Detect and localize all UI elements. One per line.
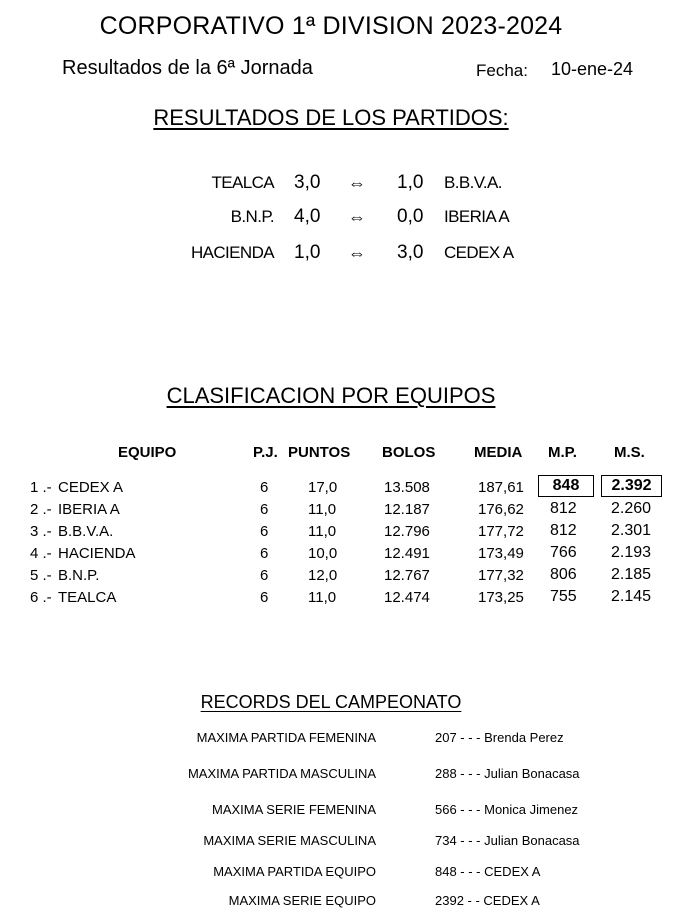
row-ms: 2.193 [611, 544, 652, 561]
record-value: 848 - - - CEDEX A [435, 864, 541, 879]
row-media: 176,62 [478, 501, 524, 518]
col-equipo: EQUIPO [118, 444, 177, 461]
row-bolos: 12.187 [384, 501, 430, 518]
match-home-score: 4,0 [294, 206, 321, 227]
col-mp: M.P. [548, 444, 577, 461]
col-puntos: PUNTOS [288, 444, 351, 461]
record-value: 566 - - - Monica Jimenez [435, 802, 579, 817]
match-away-score: 3,0 [397, 242, 424, 263]
row-team: TEALCA [58, 589, 117, 606]
record-value: 207 - - - Brenda Perez [435, 730, 564, 745]
row-position: 5 .- [30, 567, 52, 584]
standings-heading: CLASIFICACION POR EQUIPOS [166, 383, 496, 408]
row-media: 177,32 [478, 567, 524, 584]
page-subtitle: Resultados de la 6ª Jornada [62, 57, 313, 79]
row-pj: 6 [260, 501, 269, 518]
row-pj: 6 [260, 589, 269, 606]
record-value: 734 - - - Julian Bonacasa [435, 833, 580, 848]
col-media: MEDIA [474, 444, 523, 461]
col-ms: M.S. [614, 444, 645, 461]
row-mp: 766 [550, 544, 577, 561]
row-ms: 2.301 [611, 522, 652, 539]
row-team: B.N.P. [58, 567, 100, 584]
row-puntos: 11,0 [308, 589, 337, 606]
row-ms: 2.185 [611, 566, 652, 583]
row-puntos: 11,0 [308, 501, 337, 518]
row-bolos: 12.796 [384, 523, 430, 540]
row-pj: 6 [260, 523, 269, 540]
row-position: 6 .- [30, 589, 52, 606]
records-heading: RECORDS DEL CAMPEONATO [200, 692, 462, 712]
row-team: B.B.V.A. [58, 523, 114, 540]
row-position: 1 .- [30, 479, 52, 496]
date-label: Fecha: [476, 61, 528, 80]
row-media: 177,72 [478, 523, 524, 540]
row-bolos: 12.491 [384, 545, 430, 562]
row-ms-highlight: 2.392 [601, 475, 662, 497]
row-puntos: 10,0 [308, 545, 338, 562]
match-away-score: 1,0 [397, 172, 424, 193]
row-pj: 6 [260, 545, 269, 562]
row-puntos: 12,0 [308, 567, 338, 584]
row-media: 187,61 [478, 479, 524, 496]
row-position: 4 .- [30, 545, 52, 562]
match-away-score: 0,0 [397, 206, 424, 227]
record-label: MAXIMA PARTIDA EQUIPO [213, 864, 376, 879]
left-right-double-arrow-icon: ⇔ [348, 173, 366, 193]
row-ms: 2.145 [611, 588, 652, 605]
match-home-team: B.N.P. [230, 207, 274, 226]
record-label: MAXIMA SERIE MASCULINA [203, 833, 376, 848]
row-pj: 6 [260, 479, 269, 496]
row-team: CEDEX A [58, 479, 124, 496]
left-right-double-arrow-icon: ⇔ [348, 207, 366, 227]
record-label: MAXIMA PARTIDA FEMENINA [196, 730, 376, 745]
results-heading: RESULTADOS DE LOS PARTIDOS: [153, 105, 509, 130]
row-team: HACIENDA [58, 545, 136, 562]
row-puntos: 11,0 [308, 523, 337, 540]
record-label: MAXIMA SERIE FEMENINA [212, 802, 376, 817]
match-away-team: B.B.V.A. [444, 173, 502, 192]
row-bolos: 12.474 [384, 589, 430, 606]
row-mp-highlight: 848 [538, 475, 594, 497]
row-mp: 812 [550, 500, 577, 517]
row-team: IBERIA A [58, 501, 120, 518]
date-value: 10-ene-24 [551, 59, 634, 79]
row-position: 3 .- [30, 523, 52, 540]
row-pj: 6 [260, 567, 269, 584]
match-home-score: 1,0 [294, 242, 321, 263]
col-bolos: BOLOS [382, 444, 436, 461]
record-value: 2392 - - CEDEX A [435, 893, 540, 908]
page-title: CORPORATIVO 1ª DIVISION 2023-2024 [99, 12, 563, 40]
row-mp: 755 [550, 588, 577, 605]
match-home-score: 3,0 [294, 172, 321, 193]
record-label: MAXIMA SERIE EQUIPO [228, 893, 376, 908]
row-ms: 2.260 [611, 500, 652, 517]
match-away-team: CEDEX A [444, 243, 514, 262]
match-home-team: HACIENDA [190, 243, 274, 262]
row-media: 173,49 [478, 545, 524, 562]
match-home-team: TEALCA [211, 173, 274, 192]
row-mp: 806 [550, 566, 577, 583]
left-right-double-arrow-icon: ⇔ [348, 243, 366, 263]
row-bolos: 12.767 [384, 567, 430, 584]
record-label: MAXIMA PARTIDA MASCULINA [187, 766, 376, 781]
col-pj: P.J. [253, 444, 278, 461]
record-value: 288 - - - Julian Bonacasa [435, 766, 580, 781]
match-away-team: IBERIA A [444, 207, 510, 226]
row-mp: 812 [550, 522, 577, 539]
row-bolos: 13.508 [384, 479, 430, 496]
row-media: 173,25 [478, 589, 524, 606]
row-puntos: 17,0 [308, 479, 338, 496]
row-position: 2 .- [30, 501, 52, 518]
